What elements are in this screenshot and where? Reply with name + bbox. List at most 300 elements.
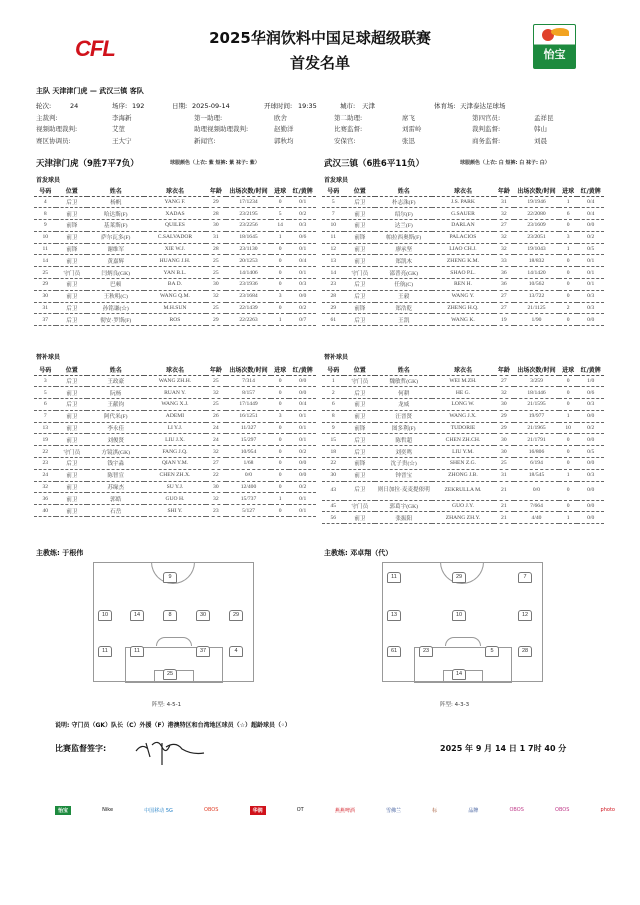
cards: 0/0 [577,481,604,500]
away-starters-table [322,185,604,326]
player-number: 1 [322,375,344,387]
shirt-icon: 37 [196,646,210,657]
shirt-name: SHAO P.L. [432,267,493,279]
goals: 0 [559,375,577,387]
appearances: 15/737 [226,493,271,505]
sponsor-logo: 华润 [250,806,266,815]
column-header: 红/黄牌 [289,185,316,196]
appearances: 23/2195 [226,208,271,220]
appearances: 18/832 [514,255,559,267]
appearances: 0/0 [226,469,271,481]
appearances: 18/545 [514,469,559,481]
cards: 0/0 [577,314,604,326]
player-name: 朴志洙(F) [375,196,432,208]
player-number: 9 [34,220,56,232]
shirt-icon: 10 [98,610,112,621]
player-name: 闫炳良(GK) [87,267,144,279]
cards: 0/1 [577,267,604,279]
column-header: 年龄 [206,185,226,196]
player-row [322,220,604,232]
sponsor-logo: OBOS [509,807,524,813]
player-number: 2 [322,387,344,399]
home-team-title: 天津津门虎（9胜7平7负） [36,159,139,169]
player-age: 31 [494,196,514,208]
csl-sponsor-logo: 怡宝 [533,24,576,69]
player-age: 28 [206,208,226,220]
column-header: 进球 [271,185,289,196]
player-age: 19 [494,314,514,326]
player-age: 27 [206,458,226,470]
column-header: 进球 [271,364,289,375]
column-header: 姓名 [87,185,144,196]
player-number: 19 [34,434,56,446]
shirt-name: LIAO CH.J. [432,243,493,255]
appearances: 22/2080 [514,208,559,220]
official-role: 商务监督: [472,136,501,145]
player-row [34,375,316,387]
player-age: 27 [494,302,514,314]
shirt-name: YANG F. [144,196,205,208]
player-name: 杨帆 [87,196,144,208]
home-coach: 主教练: 于根伟 [36,549,84,557]
goals: 2 [559,302,577,314]
cards: 0/0 [289,290,316,302]
player-position: 前卫 [344,410,375,422]
player-age: 27 [494,290,514,302]
shirt-name: SHI Y. [144,505,205,517]
cards: 0/0 [289,469,316,481]
player-name: 何耕 [375,387,432,399]
away-formation: 阵型: 4-3-3 [440,702,470,708]
player-row [322,208,604,220]
cards: 0/5 [577,243,604,255]
cards: 0/1 [577,279,604,291]
cards: 0/1 [289,196,316,208]
table-header-row [322,364,604,375]
column-header: 年龄 [494,364,514,375]
player-name: 郭皓 [87,493,144,505]
player-position: 前卫 [344,208,375,220]
goals: 0 [559,481,577,500]
cards: 0/0 [577,410,604,422]
player-name: 哈达斯(F) [87,208,144,220]
player-number: 43 [322,481,344,500]
column-header: 位置 [344,185,375,196]
player-number: 22 [322,458,344,470]
shirt-name: TUDORIE [432,422,493,434]
player-position: 后卫 [56,458,87,470]
cards: 0/2 [577,231,604,243]
player-row [322,387,604,399]
column-header: 球衣名 [144,185,205,196]
appearances: 12/400 [226,481,271,493]
shirt-icon: 13 [387,610,401,621]
player-number: 29 [34,279,56,291]
match-basic-row: 轮次: 24 场序: 192 日期: 2025-09-14 开球时间: 19:35 城市: 天津 体育场: 天津泰达足球场 [36,101,506,111]
player-age: 28 [206,243,226,255]
player-age: 27 [494,375,514,387]
match-no-value: 192 [132,101,145,110]
player-row [34,481,316,493]
appearances: 7/314 [226,375,271,387]
player-row [34,458,316,470]
player-row [322,422,604,434]
shirt-name: WANG K. [432,314,493,326]
player-position: 后卫 [344,481,375,500]
appearances: 21/1125 [514,302,559,314]
official-name: 李海新 [112,113,132,122]
player-row [34,267,316,279]
goals: 6 [559,208,577,220]
player-age: 31 [206,231,226,243]
appearances: 20/1253 [226,255,271,267]
signature-image [132,735,212,765]
cards: 0/2 [289,208,316,220]
official-name: 孟祥昆 [534,113,554,122]
column-header: 位置 [56,185,87,196]
player-row [322,446,604,458]
player-name: 基莱斯(F) [87,220,144,232]
player-age: 32 [494,387,514,399]
shirt-name: GUO H. [144,493,205,505]
cards: 0/3 [289,279,316,291]
player-row [322,375,604,387]
appearances: 1/90 [514,314,559,326]
player-row [34,434,316,446]
player-age: 24 [206,422,226,434]
player-age: 25 [494,458,514,470]
player-number: 9 [322,422,344,434]
player-age: 25 [206,375,226,387]
player-number: 15 [322,434,344,446]
shirt-icon: 4 [229,646,243,657]
shirt-icon: 14 [452,669,466,680]
cards: 0/0 [577,458,604,470]
player-position: 前锋 [56,243,87,255]
column-header: 进球 [559,185,577,196]
shirt-name: LONG W. [432,399,493,411]
appearances: 5/127 [226,505,271,517]
appearances: 17/1234 [226,196,271,208]
player-name: 廖承坚 [375,243,432,255]
away-team-title: 武汉三镇（6胜6平11负） [324,159,425,169]
player-position: 后卫 [56,314,87,326]
player-age: 21 [494,481,514,500]
appearances: 21/1595 [514,399,559,411]
shirt-name: SU Y.J. [144,481,205,493]
cards: 0/7 [289,314,316,326]
cards: 0/1 [289,243,316,255]
goals: 0 [271,387,289,399]
cards: 0/1 [289,434,316,446]
player-age: 33 [494,255,514,267]
player-row [322,500,604,512]
goals: 1 [271,493,289,505]
player-age: 26 [206,410,226,422]
shirt-name: CHEN ZH.X. [144,469,205,481]
column-header: 号码 [34,185,56,196]
cards: 0/0 [577,500,604,512]
shirt-icon: 14 [130,610,144,621]
appearances: 18/1446 [514,387,559,399]
cfl-logo: CFL [75,36,115,61]
cards: 0/4 [289,399,316,411]
player-name: 石岳 [87,505,144,517]
cards: 0/6 [289,231,316,243]
player-position: 前锋 [344,458,375,470]
goals: 0 [559,279,577,291]
player-age: 25 [206,399,226,411]
officials-grid [36,112,616,147]
player-row [322,481,604,500]
player-position: 前卫 [56,279,87,291]
cards: 0/0 [289,387,316,399]
player-age: 30 [494,434,514,446]
player-name: 钱宇淼 [87,458,144,470]
player-number: 13 [34,422,56,434]
shirt-name: ZEKRULLA M. [432,481,493,500]
goals: 0 [271,279,289,291]
player-row [322,399,604,411]
signature-label: 比赛监督签字: [55,744,107,753]
shirt-icon: 12 [518,610,532,621]
player-row [34,399,316,411]
player-position: 前卫 [56,208,87,220]
appearances: 19/977 [514,410,559,422]
player-age: 23 [206,505,226,517]
player-age: 32 [206,387,226,399]
shirt-name: XIE W.J. [144,243,205,255]
player-position: 前卫 [344,220,375,232]
column-header: 球衣名 [432,364,493,375]
player-name: 王献钧 [87,399,144,411]
home-kit-colors: 球服颜色（上衣: 紫 短裤: 紫 袜子: 紫） [170,160,260,166]
player-row [34,446,316,458]
player-position: 前锋 [344,422,375,434]
column-header: 年龄 [494,185,514,196]
player-row [34,302,316,314]
shirt-name: HE G. [432,387,493,399]
player-number: 36 [34,493,56,505]
player-position: 前锋 [56,220,87,232]
player-name: 达兰(F) [375,220,432,232]
player-row [34,196,316,208]
sponsor-logo: 中国移动 5G [144,807,173,814]
appearances: 16/806 [514,446,559,458]
goals: 0 [559,500,577,512]
column-header: 号码 [34,364,56,375]
player-name: 汪晋贤 [375,410,432,422]
goals: 5 [271,208,289,220]
cards: 0/0 [289,458,316,470]
away-starters-label: 首发球员 [324,177,349,184]
shirt-name: LI Y.J. [144,422,205,434]
appearances: 19/1043 [514,243,559,255]
column-header: 红/黄牌 [577,364,604,375]
cards: 0/1 [289,505,316,517]
official-role: 比赛监督: [334,125,363,134]
cards: 0/0 [577,220,604,232]
player-position: 守门员 [344,500,375,512]
player-position: 后卫 [344,446,375,458]
player-position: 后卫 [56,399,87,411]
column-header: 出场次数/时间 [514,185,559,196]
goals: 0 [559,290,577,302]
cards: 0/0 [289,375,316,387]
goals: 1 [559,196,577,208]
appearances: 22/2263 [226,314,271,326]
home-subs-table [34,364,316,517]
stadium-value: 天津泰达足球场 [460,102,506,111]
shirt-name: QIAN Y.M. [144,458,205,470]
sponsor-logo: OBOS [555,807,570,813]
player-number: 61 [322,314,344,326]
away-coach: 主教练: 邓卓翔（代） [324,549,393,557]
player-name: 郑凯木 [375,255,432,267]
player-position: 守门员 [344,267,375,279]
player-name: 巴顿 [87,279,144,291]
player-position: 前卫 [56,290,87,302]
player-number: 8 [322,410,344,422]
player-name: 郭葛宇(GK) [375,500,432,512]
league-title: 2025华润饮料中国足球超级联赛 [209,29,431,47]
shirt-name: WANG J.X. [432,410,493,422]
player-position: 后卫 [344,196,375,208]
sponsor-logo: 品牌 [468,807,479,814]
official-name: 张迅 [402,136,415,145]
player-name: 图多利(F) [375,422,432,434]
goals: 0 [271,446,289,458]
player-name: 苏缘杰 [87,481,144,493]
column-header: 号码 [322,185,344,196]
shirt-icon: 8 [163,610,177,621]
player-position: 前卫 [56,505,87,517]
official-name: 艾堃 [112,125,125,134]
cards: 0/3 [577,469,604,481]
column-header: 位置 [344,364,375,375]
teams-line: 主队 天津津门虎 — 武汉三镇 客队 [36,87,144,95]
goals: 0 [559,399,577,411]
player-name: 帕拉西奥斯(F) [375,231,432,243]
player-number: 12 [322,243,344,255]
player-number: 6 [34,399,56,411]
goals: 0 [271,302,289,314]
shirt-name: G.SAUER [432,208,493,220]
player-number: 5 [34,387,56,399]
cards: 0/3 [577,399,604,411]
player-position: 前锋 [344,302,375,314]
shirt-name: LIU J.X. [144,434,205,446]
player-position: 前卫 [56,387,87,399]
appearances: 10/954 [226,446,271,458]
player-row [34,505,316,517]
shirt-name: WANG Y. [432,290,493,302]
player-name: 王毅 [375,290,432,302]
player-name: 郑浩乾 [375,302,432,314]
player-row [322,302,604,314]
shirt-name: ADEMI [144,410,205,422]
player-name: 刘俊贤 [87,434,144,446]
goals: 0 [271,375,289,387]
player-number: 24 [34,469,56,481]
shirt-name: BA D. [144,279,205,291]
sponsor-bar [55,800,615,820]
player-position: 后卫 [344,314,375,326]
appearances: 14/1406 [226,267,271,279]
match-info [36,86,616,146]
sponsor-logo: 雪佛兰 [386,807,402,814]
player-position: 前卫 [344,512,375,524]
player-row [322,196,604,208]
goals: 0 [271,481,289,493]
player-age: 30 [206,220,226,232]
sponsor-logo: Nike [102,807,114,813]
shirt-icon: 5 [485,646,499,657]
legend-note: 说明: 守门员（GK）队长（C）外援（F）港澳特区和台湾地区球员（☆）超龄球员（◦） [55,722,291,729]
goals: 0 [271,267,289,279]
player-age: 25 [206,302,226,314]
appearances: 17/1449 [226,399,271,411]
sponsor-logo: OBOS [204,807,219,813]
player-name: 则日加拉·麦麦提依明 [375,481,432,500]
player-age: 32 [494,208,514,220]
player-name: 魏敏哲(GK) [375,375,432,387]
player-number: 32 [34,481,56,493]
player-row [34,469,316,481]
cards: 0/1 [289,267,316,279]
goals: 3 [559,231,577,243]
goals: 0 [271,243,289,255]
cards: 0/1 [289,422,316,434]
shirt-icon: 11 [98,646,112,657]
appearances: 15/297 [226,434,271,446]
shirt-name: ZHENG H.Q. [432,302,493,314]
player-age: 32 [206,290,226,302]
player-name: 王政豪 [87,375,144,387]
home-starters-label: 首发球员 [36,177,61,184]
player-position: 前卫 [56,422,87,434]
player-position: 后卫 [344,387,375,399]
cards: 0/4 [577,208,604,220]
shirt-name: QUILES [144,220,205,232]
player-row [34,493,316,505]
sponsor-logo: 怡宝 [55,806,71,815]
player-number: 4 [34,196,56,208]
player-age: 30 [206,279,226,291]
appearances: 7/664 [514,500,559,512]
player-name: 绍尔(F) [375,208,432,220]
goals: 0 [559,434,577,446]
shirt-name: WANG ZH.H. [144,375,205,387]
official-role: 新闻官: [194,136,216,145]
official-role: 第四官员: [472,113,501,122]
sponsor-logo: OT [296,807,304,813]
column-header: 球衣名 [144,364,205,375]
player-row [34,255,316,267]
official-name: 刘雷岭 [402,125,422,134]
shirt-name: CHEN ZH.CH. [432,434,493,446]
shirt-icon: 11 [387,572,401,583]
appearances: 23/1130 [226,243,271,255]
cards: 0/2 [577,422,604,434]
cards: 0/3 [577,290,604,302]
away-formation-pitch [382,562,543,682]
player-age: 29 [206,314,226,326]
goals: 1 [271,314,289,326]
shirt-name: REN H. [432,279,493,291]
player-age: 29 [206,196,226,208]
cards: 0/0 [577,434,604,446]
